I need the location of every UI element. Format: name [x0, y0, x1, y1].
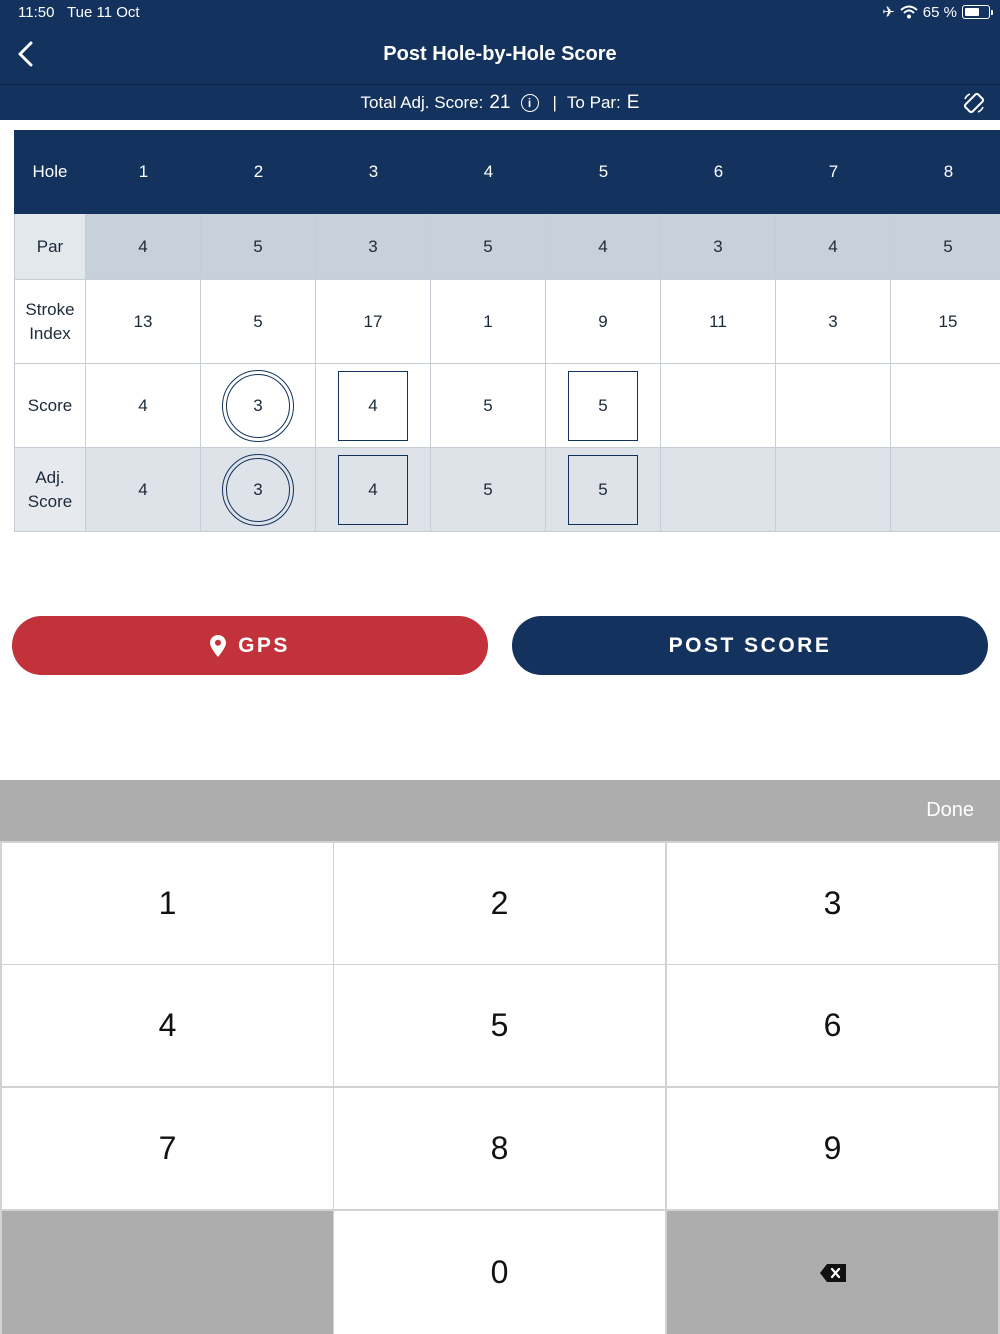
- adj-score-value: 5: [483, 479, 493, 499]
- status-time: 11:50: [18, 4, 55, 21]
- summary-separator: |: [552, 93, 557, 112]
- done-button[interactable]: Done: [926, 799, 974, 821]
- par-value: 5: [891, 214, 1000, 280]
- adj-score-label: [14, 448, 86, 532]
- hole-row: [14, 130, 1000, 214]
- adj-score-cell: [546, 448, 661, 532]
- adj-score-cell: [316, 448, 431, 532]
- info-icon[interactable]: i: [521, 94, 539, 112]
- adj-score-cell: [661, 448, 776, 532]
- score-cell[interactable]: [891, 364, 1000, 448]
- par-row: [14, 214, 1000, 280]
- key-2[interactable]: 2: [334, 843, 665, 964]
- gps-button[interactable]: [12, 616, 488, 675]
- par-value: 3: [661, 214, 776, 280]
- key-4[interactable]: 4: [2, 965, 333, 1086]
- score-summary-bar: [0, 84, 1000, 120]
- hole-number: 6: [661, 130, 776, 214]
- header: [0, 0, 1000, 120]
- hole-number: 3: [316, 130, 431, 214]
- hole-number: 2: [201, 130, 316, 214]
- key-0[interactable]: 0: [334, 1211, 665, 1334]
- adj-score-cell: [86, 448, 201, 532]
- key-6[interactable]: 6: [667, 965, 998, 1086]
- hole-number: 1: [86, 130, 201, 214]
- adj-score-label-line2: Score: [27, 491, 73, 511]
- hole-number: 8: [891, 130, 1000, 214]
- adj-score-value: 4: [368, 479, 378, 499]
- stroke-index-label: [14, 280, 86, 364]
- par-value: 4: [546, 214, 661, 280]
- key-5[interactable]: 5: [334, 965, 665, 1086]
- gps-button-label: GPS: [238, 633, 290, 657]
- score-cell[interactable]: [316, 364, 431, 448]
- to-par-label: To Par:: [566, 93, 621, 112]
- stroke-index-value: 17: [316, 280, 431, 364]
- score-value: 4: [368, 395, 378, 415]
- score-value: 5: [598, 395, 608, 415]
- par-value: 4: [86, 214, 201, 280]
- scorecard-table: [14, 130, 1000, 532]
- score-summary: [0, 92, 1000, 114]
- bogey-square: [338, 371, 408, 441]
- key-3[interactable]: 3: [667, 843, 998, 964]
- number-keypad: [0, 841, 1000, 1334]
- stroke-index-value: 13: [86, 280, 201, 364]
- par-value: 3: [316, 214, 431, 280]
- par-label: Par: [14, 214, 86, 280]
- key-1[interactable]: 1: [2, 843, 333, 964]
- score-cell[interactable]: [776, 364, 891, 448]
- key-blank: [2, 1211, 333, 1334]
- battery-icon: [962, 5, 990, 19]
- score-cell[interactable]: [86, 364, 201, 448]
- key-9[interactable]: 9: [667, 1088, 998, 1209]
- key-7[interactable]: 7: [2, 1088, 333, 1209]
- wifi-icon: [900, 5, 918, 19]
- hole-label: Hole: [14, 130, 86, 214]
- stroke-index-value: 1: [431, 280, 546, 364]
- score-value: 4: [138, 395, 148, 415]
- score-cell[interactable]: [431, 364, 546, 448]
- bogey-square: [568, 371, 638, 441]
- rotate-icon[interactable]: [962, 91, 986, 115]
- birdie-circle: [222, 370, 294, 442]
- nav-bar: [0, 26, 1000, 84]
- hole-number: 4: [431, 130, 546, 214]
- score-value: 5: [483, 395, 493, 415]
- hole-number: 5: [546, 130, 661, 214]
- birdie-circle: [222, 454, 294, 526]
- key-8[interactable]: 8: [334, 1088, 665, 1209]
- adj-score-value: 4: [138, 479, 148, 499]
- par-value: 5: [201, 214, 316, 280]
- score-row: [14, 364, 1000, 448]
- location-pin-icon: [210, 635, 226, 657]
- adj-score-row: [14, 448, 1000, 532]
- total-adj-label: Total Adj. Score:: [360, 93, 484, 112]
- adj-score-value: 3: [253, 479, 263, 499]
- status-date: Tue 11 Oct: [67, 4, 140, 21]
- page-title: Post Hole-by-Hole Score: [383, 43, 617, 65]
- score-cell[interactable]: [661, 364, 776, 448]
- airplane-icon: ✈: [882, 4, 895, 21]
- stroke-index-value: 11: [661, 280, 776, 364]
- adj-score-value: 5: [598, 479, 608, 499]
- adj-score-cell: [201, 448, 316, 532]
- post-score-label: POST SCORE: [668, 633, 832, 657]
- score-label: Score: [14, 364, 86, 448]
- backspace-icon: [820, 1264, 846, 1282]
- adj-score-cell: [891, 448, 1000, 532]
- stroke-index-value: 5: [201, 280, 316, 364]
- score-cell[interactable]: [201, 364, 316, 448]
- score-cell[interactable]: [546, 364, 661, 448]
- adj-score-cell: [776, 448, 891, 532]
- stroke-index-label-line1: Stroke: [25, 299, 75, 319]
- total-adj-value: 21: [489, 92, 511, 113]
- status-bar: [0, 0, 1000, 26]
- stroke-index-value: 9: [546, 280, 661, 364]
- hole-number: 7: [776, 130, 891, 214]
- bogey-square: [568, 455, 638, 525]
- adj-score-label-line1: Adj.: [35, 467, 65, 487]
- post-score-button[interactable]: [512, 616, 988, 675]
- battery-percent: 65 %: [922, 3, 957, 21]
- score-value: 3: [253, 395, 263, 415]
- keyboard-toolbar: [0, 780, 1000, 841]
- to-par-value: E: [626, 92, 640, 113]
- adj-score-cell: [431, 448, 546, 532]
- stroke-index-value: 15: [891, 280, 1000, 364]
- par-value: 5: [431, 214, 546, 280]
- par-value: 4: [776, 214, 891, 280]
- stroke-index-label-line2: Index: [29, 323, 71, 343]
- bogey-square: [338, 455, 408, 525]
- stroke-index-row: [14, 280, 1000, 364]
- stroke-index-value: 3: [776, 280, 891, 364]
- backspace-key[interactable]: [667, 1211, 998, 1334]
- status-right: [882, 3, 990, 21]
